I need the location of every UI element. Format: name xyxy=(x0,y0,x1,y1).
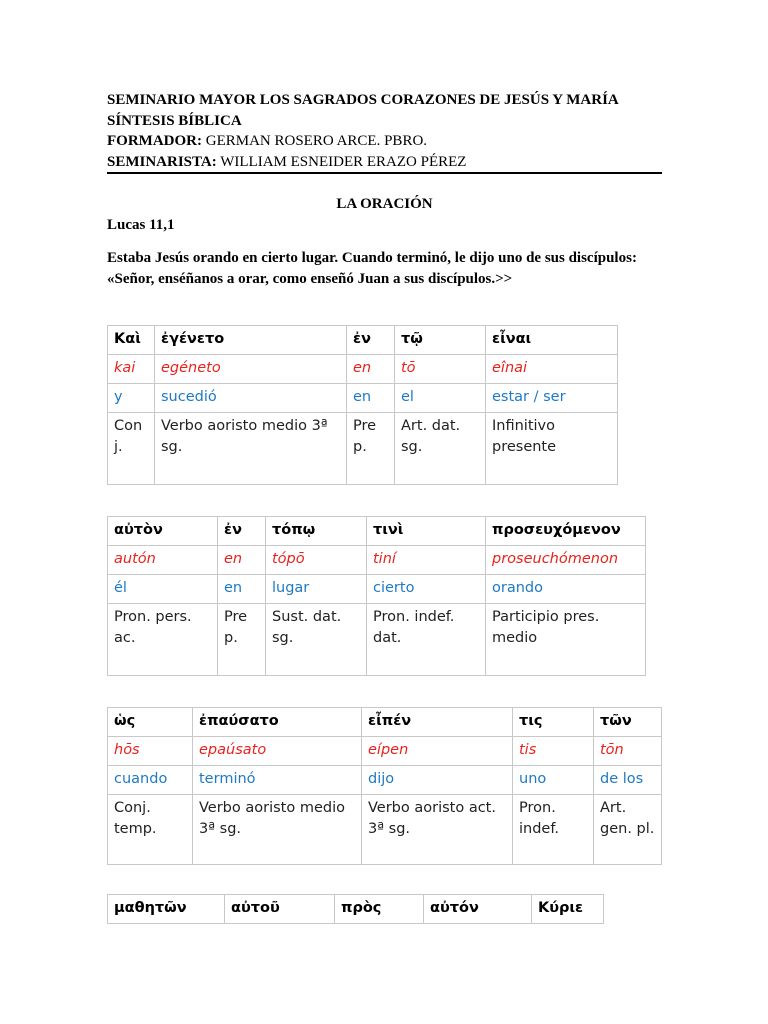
grammar-row xyxy=(108,413,618,485)
grammar-analysis: Conj. temp. xyxy=(108,795,193,865)
greek-word: ἐπαύσατο xyxy=(193,708,362,737)
document-header xyxy=(107,90,662,172)
greek-word: Καὶ xyxy=(108,326,155,355)
grammar-analysis: Verbo aoristo act. 3ª sg. xyxy=(362,795,513,865)
grammar-analysis: Participio pres. medio xyxy=(486,604,646,676)
transliteration: tiní xyxy=(367,546,486,575)
transliteration: autón xyxy=(108,546,218,575)
greek-word: τῷ xyxy=(395,326,486,355)
translation: en xyxy=(218,575,266,604)
transliteration: hōs xyxy=(108,737,193,766)
greek-word: προσευχόμενον xyxy=(486,517,646,546)
translation: cuando xyxy=(108,766,193,795)
transliteration: tōn xyxy=(594,737,662,766)
translation: cierto xyxy=(367,575,486,604)
transliteration: tō xyxy=(395,355,486,384)
seminarista-line xyxy=(107,152,662,173)
greek-row xyxy=(108,326,618,355)
translation: y xyxy=(108,384,155,413)
seminarista-label: SEMINARISTA: xyxy=(107,153,217,170)
page-title: LA ORACIÓN xyxy=(336,196,433,212)
greek-word: ὡς xyxy=(108,708,193,737)
formador-line xyxy=(107,131,662,152)
translation: el xyxy=(395,384,486,413)
transliteration: tis xyxy=(513,737,594,766)
grammar-analysis: Prep. xyxy=(347,413,395,485)
translation: dijo xyxy=(362,766,513,795)
translation: terminó xyxy=(193,766,362,795)
grammar-analysis: Art. gen. pl. xyxy=(594,795,662,865)
grammar-analysis: Pron. pers. ac. xyxy=(108,604,218,676)
grammar-analysis: Verbo aoristo medio 3ª sg. xyxy=(193,795,362,865)
grammar-row xyxy=(108,604,646,676)
translation-row xyxy=(108,575,646,604)
transliteration-row xyxy=(108,737,662,766)
verse-text: Estaba Jesús orando en cierto lugar. Cuando terminó, le dijo uno de sus discípulos: «Señor, enséñanos a orar, como enseñó Juan a sus discípulos.>> xyxy=(107,250,637,287)
transliteration: epaúsato xyxy=(193,737,362,766)
translation: lugar xyxy=(266,575,367,604)
greek-row xyxy=(108,708,662,737)
greek-word: μαθητῶν xyxy=(108,895,225,924)
transliteration: en xyxy=(218,546,266,575)
greek-word: εἶναι xyxy=(486,326,618,355)
transliteration: proseuchómenon xyxy=(486,546,646,575)
grammar-analysis: Infinitivo presente xyxy=(486,413,618,485)
greek-word: αὐτόν xyxy=(424,895,532,924)
translation: en xyxy=(347,384,395,413)
greek-word: τις xyxy=(513,708,594,737)
grammar-analysis: Conj. xyxy=(108,413,155,485)
greek-word: εἶπέν xyxy=(362,708,513,737)
greek-word: ἐν xyxy=(347,326,395,355)
grammar-analysis: Art. dat. sg. xyxy=(395,413,486,485)
greek-word: ἐν xyxy=(218,517,266,546)
formador-value: GERMAN ROSERO ARCE. PBRO. xyxy=(201,133,428,149)
greek-word: αὐτοῦ xyxy=(225,895,335,924)
subject-name: SÍNTESIS BÍBLICA xyxy=(107,112,242,129)
transliteration-row xyxy=(108,355,618,384)
transliteration: kai xyxy=(108,355,155,384)
transliteration-row xyxy=(108,546,646,575)
institution-name: SEMINARIO MAYOR LOS SAGRADOS CORAZONES DE JESÚS Y MARÍA xyxy=(107,92,619,108)
translation: de los xyxy=(594,766,662,795)
grammar-row xyxy=(108,795,662,865)
interlinear-table-2 xyxy=(107,516,646,676)
translation: uno xyxy=(513,766,594,795)
translation-row xyxy=(108,766,662,795)
greek-word: πρὸς xyxy=(335,895,424,924)
transliteration: tópō xyxy=(266,546,367,575)
greek-word: τόπῳ xyxy=(266,517,367,546)
grammar-analysis: Prep. xyxy=(218,604,266,676)
grammar-analysis: Verbo aoristo medio 3ª sg. xyxy=(155,413,347,485)
transliteration: egéneto xyxy=(155,355,347,384)
transliteration: en xyxy=(347,355,395,384)
seminarista-value: WILLIAM ESNEIDER ERAZO PÉREZ xyxy=(216,153,467,170)
translation: orando xyxy=(486,575,646,604)
interlinear-table-3 xyxy=(107,707,662,865)
translation: él xyxy=(108,575,218,604)
translation: estar / ser xyxy=(486,384,618,413)
transliteration: eînai xyxy=(486,355,618,384)
greek-row xyxy=(108,895,604,924)
greek-word: τῶν xyxy=(594,708,662,737)
greek-row xyxy=(108,517,646,546)
bible-reference: Lucas 11,1 xyxy=(107,217,175,233)
grammar-analysis: Sust. dat. sg. xyxy=(266,604,367,676)
formador-label: FORMADOR: xyxy=(107,133,202,149)
header-divider xyxy=(107,172,662,174)
greek-word: τινὶ xyxy=(367,517,486,546)
transliteration: eípen xyxy=(362,737,513,766)
greek-word: ἐγένετο xyxy=(155,326,347,355)
greek-word: αὐτὸν xyxy=(108,517,218,546)
grammar-analysis: Pron. indef. dat. xyxy=(367,604,486,676)
translation-row xyxy=(108,384,618,413)
interlinear-table-1 xyxy=(107,325,618,485)
translation: sucedió xyxy=(155,384,347,413)
interlinear-table-4 xyxy=(107,894,604,924)
grammar-analysis: Pron. indef. xyxy=(513,795,594,865)
greek-word: Κύριε xyxy=(532,895,604,924)
